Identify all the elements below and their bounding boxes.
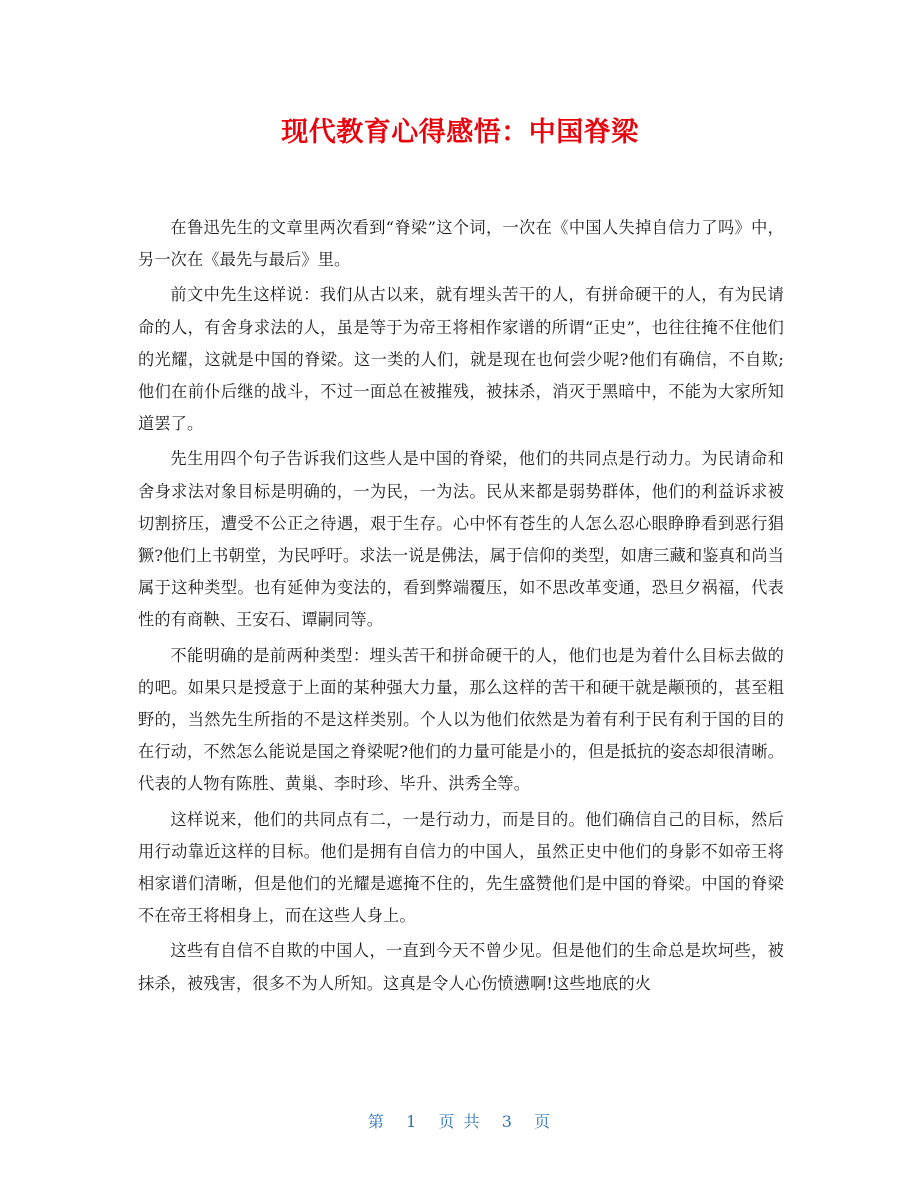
footer-total-pages: 3: [501, 1112, 514, 1131]
paragraph-1: 在鲁迅先生的文章里两次看到“脊梁”这个词，一次在《中国人失掉自信力了吗》中，另一次在《最先与最后》里。: [138, 218, 784, 270]
page-footer: [0, 1110, 920, 1134]
paragraph-5: 这样说来，他们的共同点有二，一是行动力，而是目的。他们确信自己的目标，然后用行动靠近这样的目标。他们是拥有自信力的中国人，虽然正史中他们的身影不如帝王将相家谱们清晰，但是他们的光耀是遮掩不住的，先生盛赞他们是中国的脊梁。中国的脊梁不在帝王将相身上，而在这些人身上。: [138, 809, 784, 926]
footer-prefix: 第: [367, 1112, 386, 1131]
paragraph-2: 前文中先生这样说：我们从古以来，就有埋头苦干的人，有拼命硬干的人，有为民请命的人，有舍身求法的人，虽是等于为帝王将相作家谱的所谓“正史”，也往往掩不住他们的光耀，这就是中国的脊梁。这一类的人们，就是现在也何尝少呢?他们有确信，不自欺;他们在前仆后继的战斗，不过一面总在被摧残，被抹杀，消灭于黑暗中，不能为大家所知道罢了。: [138, 285, 784, 434]
document-body: [138, 212, 784, 1003]
document-title: 现代教育心得感悟：中国脊梁: [281, 117, 639, 148]
paragraph-6: 这些有自信不自欺的中国人，一直到今天不曾少见。但是他们的生命总是坎坷些，被抹杀，被残害，很多不为人所知。这真是令人心伤愤懑啊!这些地底的火: [138, 941, 784, 993]
footer-page-number: 1: [406, 1112, 419, 1131]
footer-suffix: 页: [534, 1112, 553, 1131]
footer-mid: 页 共: [438, 1112, 482, 1131]
paragraph-3: 先生用四个句子告诉我们这些人是中国的脊梁，他们的共同点是行动力。为民请命和舍身求法对象目标是明确的，一为民，一为法。民从来都是弱势群体，他们的利益诉求被切割挤压，遭受不公正之待遇，艰于生存。心中怀有苍生的人怎么忍心眼睁睁看到恶行猖獗?他们上书朝堂，为民呼吁。求法一说是佛法，属于信仰的类型，如唐三藏和鉴真和尚当属于这种类型。也有延伸为变法的，看到弊端覆压，如不思改革变通，恐旦夕祸福，代表性的有商鞅、王安石、谭嗣同等。: [138, 449, 784, 630]
paragraph-4: 不能明确的是前两种类型：埋头苦干和拼命硬干的人，他们也是为着什么目标去做的的吧。如果只是授意于上面的某种强大力量，那么这样的苦干和硬干就是颟顸的，甚至粗野的，当然先生所指的不是这样类别。个人以为他们依然是为着有利于民有利于国的目的在行动，不然怎么能说是国之脊梁呢?他们的力量可能是小的，但是抵抗的姿态却很清晰。代表的人物有陈胜、黄巢、李时珍、毕升、洪秀全等。: [138, 645, 784, 794]
